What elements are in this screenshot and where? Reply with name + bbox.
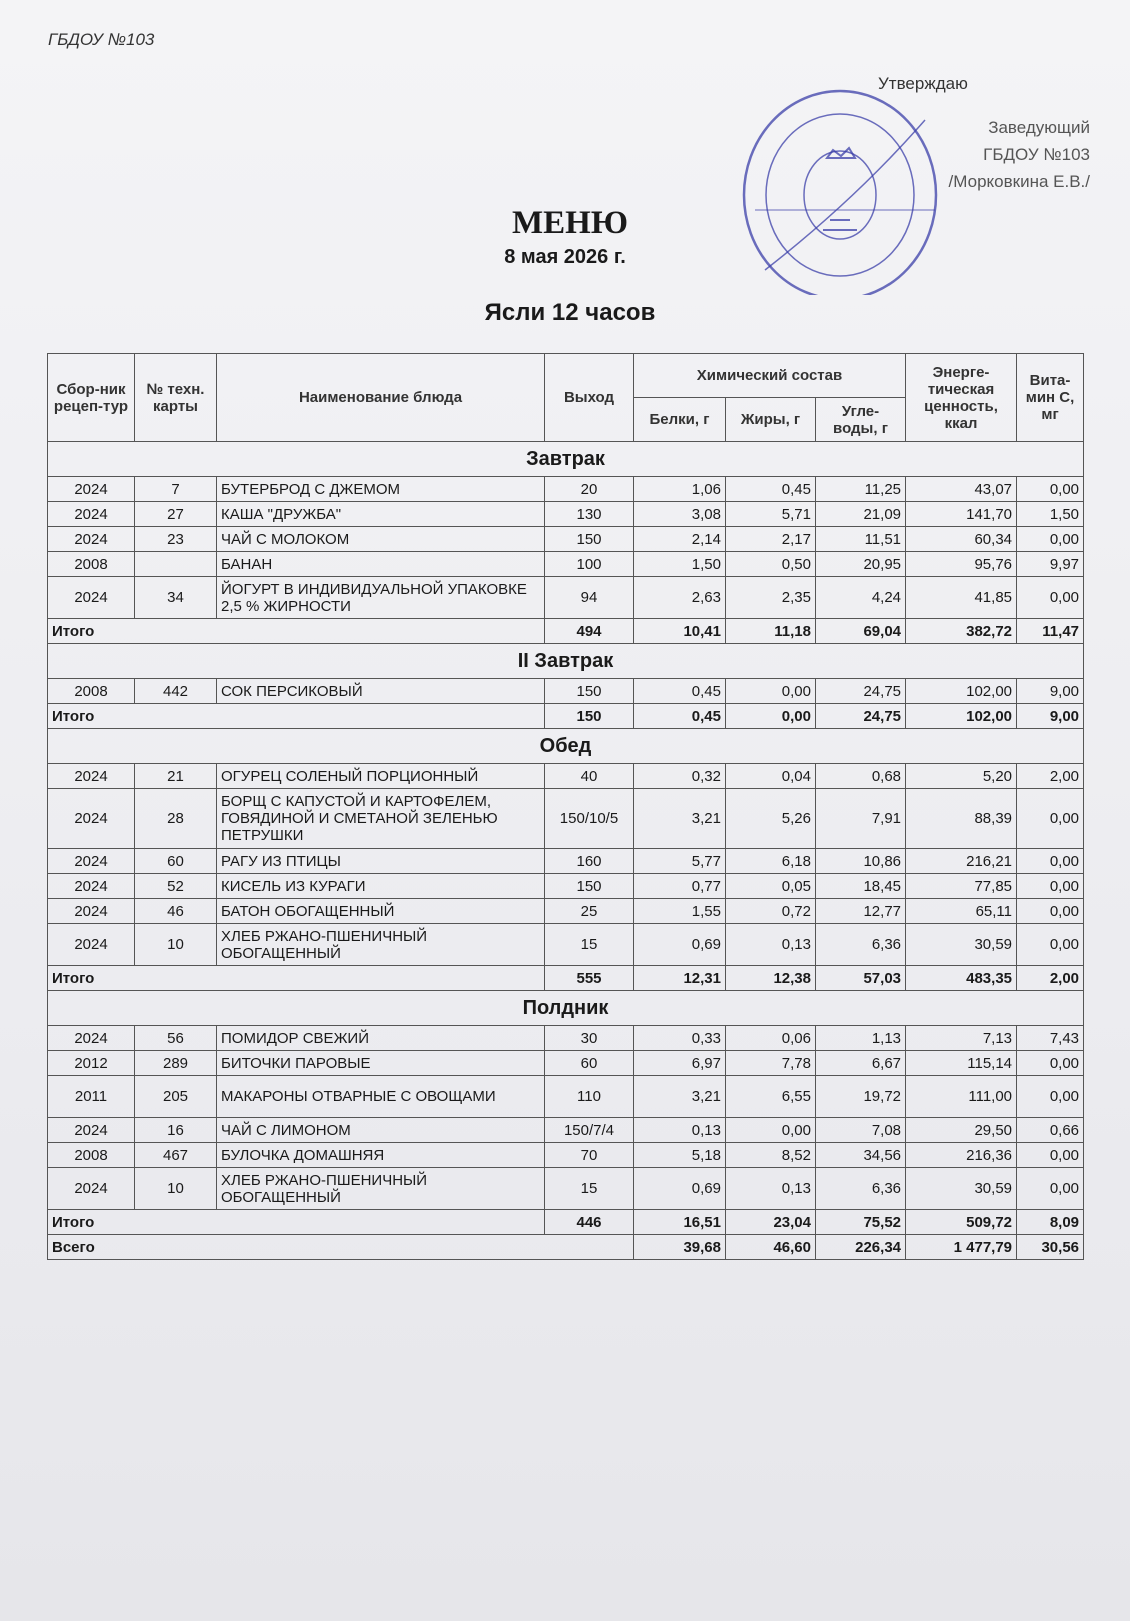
cell-vitamin-c: 0,00 xyxy=(1017,789,1084,849)
total-fat: 12,38 xyxy=(726,966,816,991)
cell-collection: 2024 xyxy=(48,502,135,527)
cell-dish: ПОМИДОР СВЕЖИЙ xyxy=(217,1026,545,1051)
cell-yield: 150 xyxy=(545,679,634,704)
cell-tech-card: 46 xyxy=(135,899,217,924)
grand-total-row xyxy=(48,1235,1084,1260)
cell-vitamin-c: 0,00 xyxy=(1017,577,1084,619)
table-row xyxy=(48,477,1084,502)
table-row xyxy=(48,849,1084,874)
cell-yield: 30 xyxy=(545,1026,634,1051)
table-row xyxy=(48,552,1084,577)
total-row xyxy=(48,966,1084,991)
cell-energy: 5,20 xyxy=(906,764,1017,789)
cell-energy: 30,59 xyxy=(906,924,1017,966)
cell-dish: БОРЩ С КАПУСТОЙ И КАРТОФЕЛЕМ, ГОВЯДИНОЙ И СМЕТАНОЙ ЗЕЛЕНЬЮ ПЕТРУШКИ xyxy=(217,789,545,849)
cell-carbs: 6,36 xyxy=(816,1168,906,1210)
cell-energy: 65,11 xyxy=(906,899,1017,924)
total-energy: 382,72 xyxy=(906,619,1017,644)
total-protein: 16,51 xyxy=(634,1210,726,1235)
cell-carbs: 4,24 xyxy=(816,577,906,619)
col-header-yield: Выход xyxy=(545,354,634,442)
cell-fat: 6,18 xyxy=(726,849,816,874)
cell-energy: 216,21 xyxy=(906,849,1017,874)
cell-carbs: 0,68 xyxy=(816,764,906,789)
total-fat: 11,18 xyxy=(726,619,816,644)
cell-tech-card: 34 xyxy=(135,577,217,619)
table-row xyxy=(48,764,1084,789)
col-header-collection: Сбор-ник рецеп-тур xyxy=(48,354,135,442)
cell-fat: 0,13 xyxy=(726,1168,816,1210)
cell-yield: 100 xyxy=(545,552,634,577)
cell-carbs: 7,91 xyxy=(816,789,906,849)
cell-vitamin-c: 0,00 xyxy=(1017,924,1084,966)
cell-fat: 5,71 xyxy=(726,502,816,527)
cell-collection: 2024 xyxy=(48,577,135,619)
cell-collection: 2008 xyxy=(48,1143,135,1168)
cell-energy: 141,70 xyxy=(906,502,1017,527)
cell-yield: 150 xyxy=(545,527,634,552)
cell-yield: 150/10/5 xyxy=(545,789,634,849)
cell-protein: 1,50 xyxy=(634,552,726,577)
col-header-fat: Жиры, г xyxy=(726,398,816,442)
col-header-protein: Белки, г xyxy=(634,398,726,442)
menu-table xyxy=(47,353,1084,1260)
cell-carbs: 1,13 xyxy=(816,1026,906,1051)
cell-tech-card: 7 xyxy=(135,477,217,502)
cell-vitamin-c: 0,00 xyxy=(1017,874,1084,899)
cell-vitamin-c: 2,00 xyxy=(1017,764,1084,789)
cell-energy: 111,00 xyxy=(906,1076,1017,1118)
table-row xyxy=(48,1168,1084,1210)
total-protein: 10,41 xyxy=(634,619,726,644)
cell-carbs: 24,75 xyxy=(816,679,906,704)
table-row xyxy=(48,679,1084,704)
cell-tech-card: 56 xyxy=(135,1026,217,1051)
total-energy: 102,00 xyxy=(906,704,1017,729)
section-title: Полдник xyxy=(48,991,1084,1026)
cell-dish: ХЛЕБ РЖАНО-ПШЕНИЧНЫЙ ОБОГАЩЕННЫЙ xyxy=(217,924,545,966)
cell-fat: 6,55 xyxy=(726,1076,816,1118)
cell-dish: КАША "ДРУЖБА" xyxy=(217,502,545,527)
cell-protein: 2,63 xyxy=(634,577,726,619)
grand-total-vitamin-c: 30,56 xyxy=(1017,1235,1084,1260)
cell-protein: 3,21 xyxy=(634,1076,726,1118)
cell-tech-card: 442 xyxy=(135,679,217,704)
cell-yield: 150 xyxy=(545,874,634,899)
cell-tech-card: 21 xyxy=(135,764,217,789)
cell-tech-card: 28 xyxy=(135,789,217,849)
total-carbs: 24,75 xyxy=(816,704,906,729)
table-row xyxy=(48,577,1084,619)
cell-protein: 0,13 xyxy=(634,1118,726,1143)
cell-vitamin-c: 0,00 xyxy=(1017,1168,1084,1210)
total-yield: 446 xyxy=(545,1210,634,1235)
cell-tech-card xyxy=(135,552,217,577)
cell-collection: 2024 xyxy=(48,874,135,899)
cell-dish: БАНАН xyxy=(217,552,545,577)
total-carbs: 75,52 xyxy=(816,1210,906,1235)
cell-energy: 115,14 xyxy=(906,1051,1017,1076)
section-row xyxy=(48,729,1084,764)
cell-carbs: 11,25 xyxy=(816,477,906,502)
total-vitamin-c: 2,00 xyxy=(1017,966,1084,991)
cell-vitamin-c: 0,66 xyxy=(1017,1118,1084,1143)
cell-fat: 0,00 xyxy=(726,679,816,704)
cell-tech-card: 27 xyxy=(135,502,217,527)
cell-collection: 2024 xyxy=(48,849,135,874)
total-yield: 150 xyxy=(545,704,634,729)
cell-tech-card: 52 xyxy=(135,874,217,899)
cell-protein: 2,14 xyxy=(634,527,726,552)
cell-vitamin-c: 0,00 xyxy=(1017,1076,1084,1118)
cell-protein: 0,77 xyxy=(634,874,726,899)
cell-vitamin-c: 9,00 xyxy=(1017,679,1084,704)
menu-date: 8 мая 2026 г. xyxy=(504,246,626,268)
total-yield: 494 xyxy=(545,619,634,644)
col-header-vitamin-c: Вита-мин С, мг xyxy=(1017,354,1084,442)
cell-dish: МАКАРОНЫ ОТВАРНЫЕ С ОВОЩАМИ xyxy=(217,1076,545,1118)
table-row xyxy=(48,789,1084,849)
cell-protein: 1,06 xyxy=(634,477,726,502)
cell-vitamin-c: 0,00 xyxy=(1017,477,1084,502)
cell-fat: 0,05 xyxy=(726,874,816,899)
total-energy: 509,72 xyxy=(906,1210,1017,1235)
total-vitamin-c: 11,47 xyxy=(1017,619,1084,644)
col-header-chemical: Химический состав xyxy=(634,354,906,398)
table-row xyxy=(48,899,1084,924)
table-row xyxy=(48,874,1084,899)
cell-vitamin-c: 0,00 xyxy=(1017,1143,1084,1168)
cell-fat: 0,45 xyxy=(726,477,816,502)
cell-vitamin-c: 0,00 xyxy=(1017,849,1084,874)
cell-fat: 0,06 xyxy=(726,1026,816,1051)
grand-total-protein: 39,68 xyxy=(634,1235,726,1260)
cell-yield: 60 xyxy=(545,1051,634,1076)
cell-protein: 0,69 xyxy=(634,924,726,966)
page-title: МЕНЮ xyxy=(512,205,628,241)
cell-dish: ХЛЕБ РЖАНО-ПШЕНИЧНЫЙ ОБОГАЩЕННЫЙ xyxy=(217,1168,545,1210)
cell-fat: 7,78 xyxy=(726,1051,816,1076)
cell-yield: 150/7/4 xyxy=(545,1118,634,1143)
cell-carbs: 34,56 xyxy=(816,1143,906,1168)
cell-yield: 70 xyxy=(545,1143,634,1168)
cell-collection: 2024 xyxy=(48,899,135,924)
cell-fat: 0,72 xyxy=(726,899,816,924)
cell-fat: 0,13 xyxy=(726,924,816,966)
cell-dish: БАТОН ОБОГАЩЕННЫЙ xyxy=(217,899,545,924)
cell-protein: 0,69 xyxy=(634,1168,726,1210)
approval-position: Заведующий xyxy=(988,118,1090,137)
cell-tech-card: 205 xyxy=(135,1076,217,1118)
cell-protein: 0,32 xyxy=(634,764,726,789)
cell-carbs: 12,77 xyxy=(816,899,906,924)
grand-total-fat: 46,60 xyxy=(726,1235,816,1260)
table-row xyxy=(48,1118,1084,1143)
cell-dish: СОК ПЕРСИКОВЫЙ xyxy=(217,679,545,704)
cell-energy: 43,07 xyxy=(906,477,1017,502)
cell-energy: 41,85 xyxy=(906,577,1017,619)
title-block xyxy=(0,205,1130,327)
cell-carbs: 7,08 xyxy=(816,1118,906,1143)
cell-dish: БУТЕРБРОД С ДЖЕМОМ xyxy=(217,477,545,502)
total-protein: 12,31 xyxy=(634,966,726,991)
cell-tech-card: 10 xyxy=(135,924,217,966)
cell-collection: 2024 xyxy=(48,1118,135,1143)
cell-yield: 110 xyxy=(545,1076,634,1118)
total-label: Итого xyxy=(48,1210,545,1235)
cell-carbs: 10,86 xyxy=(816,849,906,874)
cell-carbs: 18,45 xyxy=(816,874,906,899)
cell-energy: 95,76 xyxy=(906,552,1017,577)
cell-yield: 20 xyxy=(545,477,634,502)
menu-subtitle: Ясли 12 часов xyxy=(484,299,656,326)
cell-fat: 2,17 xyxy=(726,527,816,552)
cell-yield: 25 xyxy=(545,899,634,924)
cell-fat: 2,35 xyxy=(726,577,816,619)
table-row xyxy=(48,502,1084,527)
cell-collection: 2008 xyxy=(48,679,135,704)
cell-dish: БУЛОЧКА ДОМАШНЯЯ xyxy=(217,1143,545,1168)
cell-carbs: 19,72 xyxy=(816,1076,906,1118)
cell-yield: 15 xyxy=(545,1168,634,1210)
cell-energy: 216,36 xyxy=(906,1143,1017,1168)
section-title: Обед xyxy=(48,729,1084,764)
cell-tech-card: 23 xyxy=(135,527,217,552)
table-row xyxy=(48,527,1084,552)
section-row xyxy=(48,991,1084,1026)
cell-vitamin-c: 0,00 xyxy=(1017,527,1084,552)
cell-protein: 5,77 xyxy=(634,849,726,874)
cell-tech-card: 467 xyxy=(135,1143,217,1168)
total-energy: 483,35 xyxy=(906,966,1017,991)
cell-dish: РАГУ ИЗ ПТИЦЫ xyxy=(217,849,545,874)
section-title: Завтрак xyxy=(48,442,1084,477)
cell-protein: 1,55 xyxy=(634,899,726,924)
cell-tech-card: 16 xyxy=(135,1118,217,1143)
cell-fat: 8,52 xyxy=(726,1143,816,1168)
table-row xyxy=(48,1143,1084,1168)
cell-dish: ЙОГУРТ В ИНДИВИДУАЛЬНОЙ УПАКОВКЕ 2,5 % ЖИРНОСТИ xyxy=(217,577,545,619)
cell-dish: ЧАЙ С МОЛОКОМ xyxy=(217,527,545,552)
total-yield: 555 xyxy=(545,966,634,991)
total-carbs: 69,04 xyxy=(816,619,906,644)
total-row xyxy=(48,619,1084,644)
total-row xyxy=(48,1210,1084,1235)
cell-energy: 77,85 xyxy=(906,874,1017,899)
col-header-dish: Наименование блюда xyxy=(217,354,545,442)
section-row xyxy=(48,644,1084,679)
cell-fat: 0,00 xyxy=(726,1118,816,1143)
approval-block xyxy=(850,70,1090,195)
approval-line: Утверждаю xyxy=(878,74,968,93)
cell-vitamin-c: 9,97 xyxy=(1017,552,1084,577)
cell-yield: 15 xyxy=(545,924,634,966)
cell-protein: 0,33 xyxy=(634,1026,726,1051)
cell-collection: 2012 xyxy=(48,1051,135,1076)
cell-carbs: 21,09 xyxy=(816,502,906,527)
cell-energy: 30,59 xyxy=(906,1168,1017,1210)
total-protein: 0,45 xyxy=(634,704,726,729)
cell-dish: ЧАЙ С ЛИМОНОМ xyxy=(217,1118,545,1143)
total-vitamin-c: 8,09 xyxy=(1017,1210,1084,1235)
cell-protein: 3,08 xyxy=(634,502,726,527)
cell-carbs: 11,51 xyxy=(816,527,906,552)
total-label: Итого xyxy=(48,966,545,991)
cell-collection: 2024 xyxy=(48,477,135,502)
cell-dish: КИСЕЛЬ ИЗ КУРАГИ xyxy=(217,874,545,899)
table-row xyxy=(48,924,1084,966)
cell-collection: 2024 xyxy=(48,527,135,552)
organization-name: ГБДОУ №103 xyxy=(48,30,155,49)
cell-yield: 130 xyxy=(545,502,634,527)
cell-carbs: 6,67 xyxy=(816,1051,906,1076)
table-row xyxy=(48,1026,1084,1051)
cell-carbs: 6,36 xyxy=(816,924,906,966)
cell-fat: 0,50 xyxy=(726,552,816,577)
cell-vitamin-c: 7,43 xyxy=(1017,1026,1084,1051)
cell-vitamin-c: 1,50 xyxy=(1017,502,1084,527)
cell-fat: 5,26 xyxy=(726,789,816,849)
total-carbs: 57,03 xyxy=(816,966,906,991)
cell-collection: 2011 xyxy=(48,1076,135,1118)
cell-tech-card: 289 xyxy=(135,1051,217,1076)
grand-total-label: Всего xyxy=(48,1235,634,1260)
cell-tech-card: 10 xyxy=(135,1168,217,1210)
cell-energy: 102,00 xyxy=(906,679,1017,704)
cell-energy: 29,50 xyxy=(906,1118,1017,1143)
grand-total-carbs: 226,34 xyxy=(816,1235,906,1260)
total-label: Итого xyxy=(48,619,545,644)
cell-yield: 94 xyxy=(545,577,634,619)
cell-yield: 40 xyxy=(545,764,634,789)
cell-energy: 60,34 xyxy=(906,527,1017,552)
cell-dish: БИТОЧКИ ПАРОВЫЕ xyxy=(217,1051,545,1076)
total-row xyxy=(48,704,1084,729)
cell-collection: 2024 xyxy=(48,1168,135,1210)
cell-energy: 7,13 xyxy=(906,1026,1017,1051)
total-label: Итого xyxy=(48,704,545,729)
cell-protein: 3,21 xyxy=(634,789,726,849)
section-title: II Завтрак xyxy=(48,644,1084,679)
section-row xyxy=(48,442,1084,477)
cell-vitamin-c: 0,00 xyxy=(1017,899,1084,924)
cell-protein: 6,97 xyxy=(634,1051,726,1076)
cell-yield: 160 xyxy=(545,849,634,874)
approval-organization: ГБДОУ №103 xyxy=(983,145,1090,164)
table-row xyxy=(48,1076,1084,1118)
cell-protein: 0,45 xyxy=(634,679,726,704)
cell-dish: ОГУРЕЦ СОЛЕНЫЙ ПОРЦИОННЫЙ xyxy=(217,764,545,789)
col-header-energy: Энерге-тическая ценность, ккал xyxy=(906,354,1017,442)
col-header-carbs: Угле-воды, г xyxy=(816,398,906,442)
cell-energy: 88,39 xyxy=(906,789,1017,849)
cell-carbs: 20,95 xyxy=(816,552,906,577)
total-fat: 23,04 xyxy=(726,1210,816,1235)
total-vitamin-c: 9,00 xyxy=(1017,704,1084,729)
col-header-tech-card: № техн. карты xyxy=(135,354,217,442)
grand-total-energy: 1 477,79 xyxy=(906,1235,1017,1260)
approval-signatory: /Морковкина Е.В./ xyxy=(948,172,1090,191)
cell-tech-card: 60 xyxy=(135,849,217,874)
cell-collection: 2024 xyxy=(48,764,135,789)
cell-collection: 2008 xyxy=(48,552,135,577)
table-row xyxy=(48,1051,1084,1076)
cell-collection: 2024 xyxy=(48,924,135,966)
cell-protein: 5,18 xyxy=(634,1143,726,1168)
total-fat: 0,00 xyxy=(726,704,816,729)
cell-collection: 2024 xyxy=(48,1026,135,1051)
cell-vitamin-c: 0,00 xyxy=(1017,1051,1084,1076)
cell-fat: 0,04 xyxy=(726,764,816,789)
menu-table-body xyxy=(48,442,1084,1260)
cell-collection: 2024 xyxy=(48,789,135,849)
